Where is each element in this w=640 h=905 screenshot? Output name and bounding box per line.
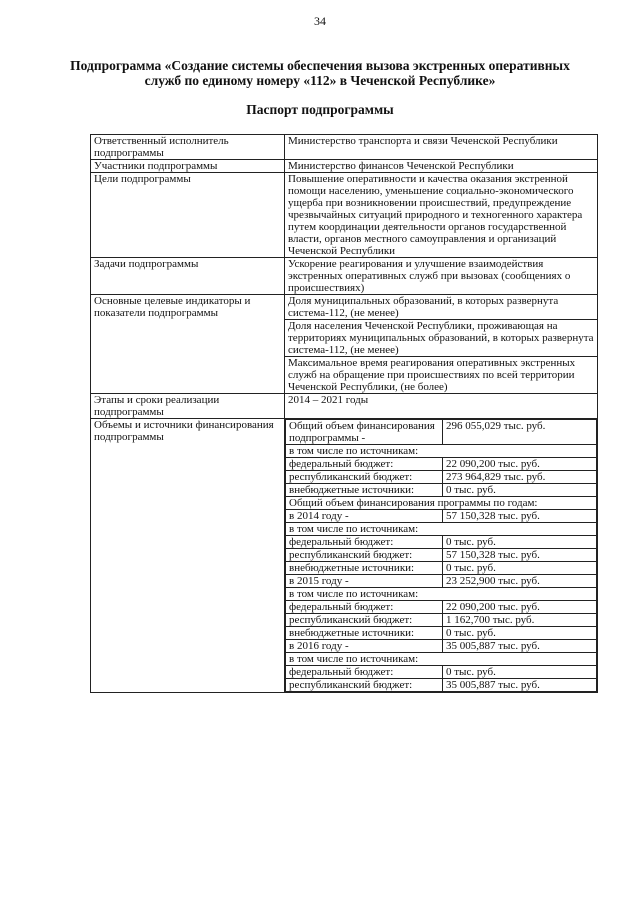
fin-value: 22 090,200 тыс. руб.	[443, 458, 597, 471]
fin-value: 0 тыс. руб.	[443, 627, 597, 640]
row-label: Участники подпрограммы	[91, 160, 285, 173]
fin-value: 273 964,829 тыс. руб.	[443, 471, 597, 484]
indicator-item: Доля населения Чеченской Республики, проживающая на территориях муниципальных образований, в которых развернута система-112, (не менее)	[285, 320, 597, 357]
row-value: Министерство транспорта и связи Чеченской Республики	[285, 135, 598, 160]
fin-key: внебюджетные источники:	[286, 627, 443, 640]
indicators-list	[285, 295, 598, 394]
fin-value: 23 252,900 тыс. руб.	[443, 575, 597, 588]
fin-note: в том числе по источникам:	[286, 523, 597, 536]
fin-value: 296 055,029 тыс. руб.	[443, 420, 597, 445]
passport-table	[90, 134, 598, 693]
table-row	[91, 258, 598, 295]
financing-cell	[285, 419, 598, 693]
page-number: 34	[314, 14, 326, 28]
row-label: Ответственный исполнитель подпрограммы	[91, 135, 285, 160]
fin-key: Общий объем финансирования подпрограммы -	[286, 420, 443, 445]
indicator-item: Максимальное время реагирования оперативных экстренных служб на обращение при происшествиях по всей территории Чеченской Республики, (не более)	[288, 357, 576, 393]
fin-value: 35 005,887 тыс. руб.	[443, 679, 597, 692]
fin-key: федеральный бюджет:	[286, 536, 443, 549]
fin-note: в том числе по источникам:	[286, 653, 597, 666]
row-label: Цели подпрограммы	[91, 173, 285, 258]
fin-note: в том числе по источникам:	[286, 445, 597, 458]
table-row	[91, 173, 598, 258]
stages-label: Этапы и сроки реализации подпрограммы	[91, 394, 285, 419]
subprogram-title: Подпрограмма «Создание системы обеспечения вызова экстренных оперативных служб по единому номеру «112» в Чеченской Республике»	[70, 58, 570, 88]
fin-key: федеральный бюджет:	[286, 666, 443, 679]
fin-key: федеральный бюджет:	[286, 601, 443, 614]
table-row	[91, 295, 598, 394]
table-row	[91, 394, 598, 419]
passport-heading: Паспорт подпрограммы	[246, 102, 394, 117]
fin-value: 1 162,700 тыс. руб.	[443, 614, 597, 627]
row-label: Задачи подпрограммы	[91, 258, 285, 295]
table-row	[91, 160, 598, 173]
table-row	[91, 419, 598, 693]
fin-value: 22 090,200 тыс. руб.	[443, 601, 597, 614]
fin-note: Общий объем финансирования программы по годам:	[286, 497, 597, 510]
fin-key: в 2015 году -	[286, 575, 443, 588]
table-row	[91, 135, 598, 160]
indicators-label: Основные целевые индикаторы и показатели подпрограммы	[91, 295, 285, 394]
row-value: Ускорение реагирования и улучшение взаимодействия экстренных оперативных служб при вызовах (сообщениях о происшествиях)	[285, 258, 598, 295]
financing-label: Объемы и источники финансирования подпрограммы	[91, 419, 285, 693]
fin-key: республиканский бюджет:	[286, 679, 443, 692]
fin-key: республиканский бюджет:	[286, 549, 443, 562]
financing-table	[285, 419, 597, 692]
fin-value: 57 150,328 тыс. руб.	[443, 510, 597, 523]
fin-value: 0 тыс. руб.	[443, 666, 597, 679]
indicator-item: Доля муниципальных образований, в которых развернута система-112, (не менее)	[285, 295, 597, 320]
fin-key: республиканский бюджет:	[286, 614, 443, 627]
fin-key: республиканский бюджет:	[286, 471, 443, 484]
fin-key: в 2014 году -	[286, 510, 443, 523]
fin-key: в 2016 году -	[286, 640, 443, 653]
fin-note: в том числе по источникам:	[286, 588, 597, 601]
fin-key: внебюджетные источники:	[286, 562, 443, 575]
row-value: Повышение оперативности и качества оказания экстренной помощи населению, уменьшение социально-экономического ущерба при возникновении происшествий, предупреждение чрезвычайных ситуаций природного и техногенного характера путем координации деятельности органов государственной власти, органов местного самоуправления и организаций Чеченской Республики	[285, 173, 598, 258]
stages-value: 2014 – 2021 годы	[285, 394, 598, 419]
fin-value: 0 тыс. руб.	[443, 536, 597, 549]
fin-value: 35 005,887 тыс. руб.	[443, 640, 597, 653]
fin-value: 57 150,328 тыс. руб.	[443, 549, 597, 562]
fin-key: федеральный бюджет:	[286, 458, 443, 471]
fin-key: внебюджетные источники:	[286, 484, 443, 497]
fin-value: 0 тыс. руб.	[443, 484, 597, 497]
fin-value: 0 тыс. руб.	[443, 562, 597, 575]
row-value: Министерство финансов Чеченской Республики	[285, 160, 598, 173]
